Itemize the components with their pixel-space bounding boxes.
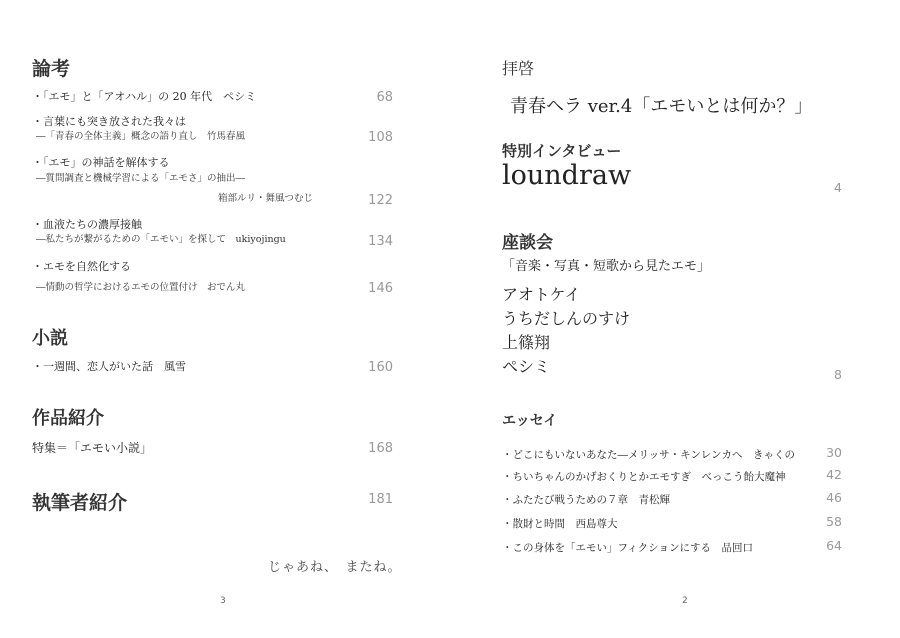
toc-entry-ronko-1: ・「エモ」と「アオハル」の 20 年代 ペシミ: [32, 90, 257, 103]
toc-sub2-ronko-3: 箱部ルリ・舞風つむじ: [218, 193, 314, 204]
toc-entry-ronko-3: ・「エモ」の神話を解体する: [32, 156, 170, 169]
toc-page-essay-5: 64: [826, 538, 842, 553]
toc-entry-shosetsu-1: ・一週間、恋人がいた話 風雪: [32, 360, 186, 373]
toc-page-ronko-5: 146: [368, 281, 393, 296]
toc-page-essay-1: 30: [826, 445, 842, 460]
toc-page-essay-3: 46: [826, 490, 842, 505]
toc-entry-ronko-4: ・血液たちの濃厚接触: [32, 218, 142, 231]
toc-entry-essay-3: ・ふたたび戦うための７章 青松輝: [502, 494, 670, 506]
toc-entry-essay-4: ・散財と時間 西島尊大: [502, 518, 618, 530]
right-page: [450, 0, 900, 638]
toc-page-ronko-2: 108: [368, 130, 393, 145]
toc-page-shippitsu: 181: [368, 492, 393, 507]
section-title-shippitsu: 執筆者紹介: [32, 492, 128, 514]
zadankai-name-1: アオトケイ: [502, 285, 581, 304]
zadankai-page: 8: [834, 367, 842, 382]
toc-page-essay-4: 58: [826, 514, 842, 529]
toc-entry-essay-2: ・ちいちゃんのかげおくりとかエモすぎ べっこう飴大魔神: [502, 471, 786, 483]
section-title-ronko: 論考: [32, 58, 71, 80]
toc-entry-sakuhin-1: 特集＝「エモい小説」: [32, 441, 153, 455]
toc-entry-ronko-2: ・言葉にも突き放された我々は: [32, 115, 186, 128]
zadankai-name-4: ペシミ: [502, 357, 551, 376]
toc-entry-essay-1: ・どこにもいないあなた―メリッサ・キンレンカへ きゃくの: [502, 449, 795, 461]
toc-page-sakuhin-1: 168: [368, 441, 393, 456]
interview-page: 4: [834, 180, 842, 195]
toc-page-ronko-3: 122: [368, 193, 393, 208]
section-title-shosetsu: 小説: [32, 328, 68, 349]
toc-page-ronko-1: 68: [376, 90, 393, 105]
zadankai-name-2: うちだしんのすけ: [502, 309, 631, 328]
toc-sub-ronko-5: ―情動の哲学におけるエモの位置付け おでん丸: [36, 282, 245, 293]
toc-page-essay-2: 42: [826, 467, 842, 482]
folio-left: 3: [220, 596, 226, 606]
toc-sub-ronko-2: ―「青春の全体主義」概念の語り直し 竹馬春風: [36, 131, 246, 142]
folio-right: 2: [682, 596, 688, 606]
toc-entry-ronko-5: ・エモを自然化する: [32, 260, 131, 273]
closing-message: じゃあね、 またね。: [268, 560, 402, 575]
toc-sub-ronko-4: ―私たちが繋がるための「エモい」を探して ukiyojingu: [36, 234, 286, 245]
section-title-interview: 特別インタビュー: [502, 142, 622, 160]
section-title-sakuhin: 作品紹介: [32, 408, 104, 429]
zadankai-subtitle: 「音楽・写真・短歌から見たエモ」: [502, 259, 711, 274]
section-title-zadankai: 座談会: [502, 233, 553, 253]
toc-page-shosetsu-1: 160: [368, 360, 393, 375]
interview-name: loundraw: [502, 160, 632, 191]
section-title-essay: エッセイ: [502, 413, 558, 429]
section-title-haikei: 拝啓: [502, 59, 535, 78]
issue-headline: 青春ヘラ ver.4「エモいとは何か？」: [510, 96, 813, 117]
toc-entry-essay-5: ・この身体を「エモい」フィクションにする 品回口: [502, 542, 753, 554]
toc-sub-ronko-3: ―質問調査と機械学習による「エモさ」の抽出―: [36, 173, 246, 184]
toc-page-ronko-4: 134: [368, 234, 393, 249]
zadankai-name-3: 上篠翔: [502, 333, 551, 352]
